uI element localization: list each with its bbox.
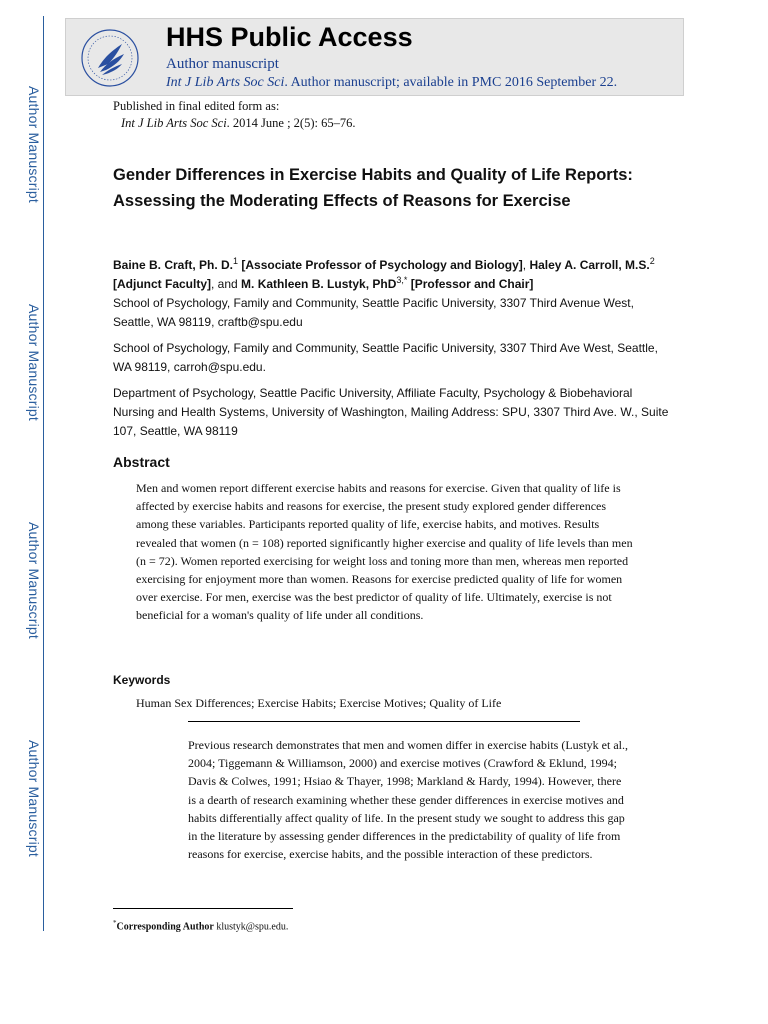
hhs-eagle-logo-icon — [80, 28, 140, 88]
author-role: [Professor and Chair] — [407, 277, 534, 291]
article-title: Gender Differences in Exercise Habits and Quality of Life Reports: Assessing the Moderating Effects of Reasons for Exercise — [113, 166, 633, 210]
footnote-email[interactable]: klustyk@spu.edu. — [213, 921, 289, 933]
keywords-text: Human Sex Differences; Exercise Habits; Exercise Motives; Quality of Life — [136, 696, 502, 710]
footnote-label: Corresponding Author — [116, 921, 214, 933]
banner-title: HHS Public Access — [166, 22, 413, 52]
citation-details: . 2014 June ; 2(5): 65–76. — [226, 116, 356, 130]
abstract-heading: Abstract — [113, 454, 170, 470]
section-divider — [188, 721, 580, 722]
footnote-marker: * — [113, 919, 117, 927]
affiliation-1: School of Psychology, Family and Community, Seattle Pacific University, 3307 Third Avenue West, Seattle, WA 98119, craftb@spu.edu — [113, 296, 634, 329]
banner-subtitle: Author manuscript — [166, 56, 279, 72]
author-name: Baine B. Craft, Ph. D. — [113, 258, 234, 272]
footnote — [113, 919, 288, 932]
affiliation-marker: 1 — [233, 256, 239, 266]
author-separator: , and — [211, 277, 242, 291]
side-label-author-manuscript: Author Manuscript — [26, 304, 42, 422]
side-label-author-manuscript: Author Manuscript — [26, 522, 42, 640]
affiliation-marker: 2 — [649, 256, 655, 266]
author-list — [113, 256, 673, 294]
author-role: [Adjunct Faculty] — [113, 277, 211, 291]
citation-journal: Int J Lib Arts Soc Sci — [121, 116, 227, 130]
author-role: [Associate Professor of Psychology and Biology] — [238, 258, 523, 272]
published-citation — [121, 116, 355, 131]
journal-abbrev: Int J Lib Arts Soc Sci — [166, 75, 285, 90]
side-rail — [43, 16, 44, 931]
intro-paragraph: Previous research demonstrates that men and women differ in exercise habits (Lustyk et al., 2004; Tiggemann & Williamson, 2000) and exercise motives (Crawford & Eklund, 1994; Davis & Colwes, 1991; Hsiao & Thayer, 1998; Markland & Hardy, 1994). However, there is a dearth of research examining whether these gender differences in exercise motives and habits differentially affect quality of life. In the present study we sought to address this gap in the literature by assessing gender differences in the predictability of quality of life from reasons for exercise, exercise habits, and the possible interaction of these predictors. — [188, 738, 628, 862]
abstract-text: Men and women report different exercise habits and reasons for exercise. Given that quality of life is affected by exercise habits and reasons for exercise, the present study explored gender differences among these variables. Participants reported quality of life, exercise habits, and motives. Results revealed that women (n = 108) reported significantly higher exercise and quality of life levels than men (n = 72). Women reported exercising for weight loss and toning more than men, whereas men reported exercising for enjoyment more than women. Reasons for exercise predicted quality of life for women over exercise. For men, exercise was the best predictor of quality of life. Ultimately, exercise is not beneficial for a woman's quality of life under all conditions. — [136, 481, 633, 623]
footnote-divider — [113, 908, 293, 909]
author-name: M. Kathleen B. Lustyk, PhD — [241, 277, 397, 291]
affiliation-2: School of Psychology, Family and Community, Seattle Pacific University, 3307 Third Ave West, Seattle, WA 98119, carroh@spu.edu. — [113, 341, 658, 374]
affiliation-3: Department of Psychology, Seattle Pacific University, Affiliate Faculty, Psychology & Biobehavioral Nursing and Health Systems, University of Washington, Mailing Address: SPU, 3307 Third Ave. W., Suite 107, Seattle, WA 98119 — [113, 386, 669, 438]
journal-status-text: . Author manuscript; available in PMC 2016 September 22. — [284, 75, 618, 90]
side-label-author-manuscript: Author Manuscript — [26, 86, 42, 204]
affiliation-marker: 3,* — [396, 275, 408, 285]
author-name: Haley A. Carroll, M.S. — [529, 258, 650, 272]
author-separator: , — [522, 258, 530, 272]
banner-journal-status — [166, 75, 617, 91]
published-label: Published in final edited form as: — [113, 99, 280, 113]
keywords-heading: Keywords — [113, 673, 171, 687]
side-label-author-manuscript: Author Manuscript — [26, 740, 42, 858]
